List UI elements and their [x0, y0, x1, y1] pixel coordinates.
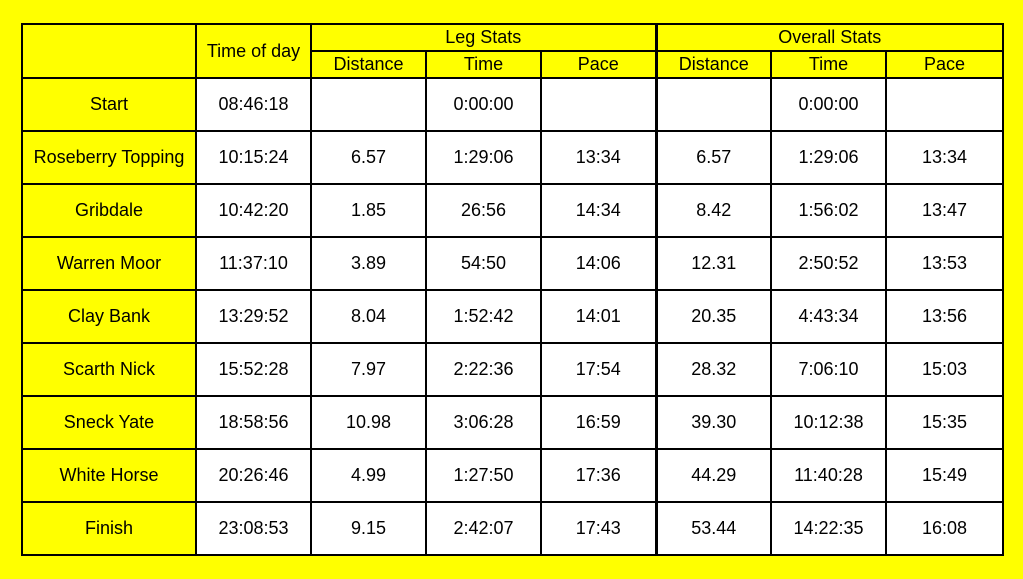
overall-time-cell: 7:06:10	[771, 343, 886, 396]
overall-distance-cell	[656, 78, 771, 131]
overall-pace-cell: 16:08	[886, 502, 1003, 555]
location-cell: Finish	[22, 502, 196, 555]
leg-time-cell: 54:50	[426, 237, 541, 290]
leg-pace-cell: 13:34	[541, 131, 656, 184]
location-cell: Start	[22, 78, 196, 131]
overall-time-cell: 1:29:06	[771, 131, 886, 184]
leg-pace-cell: 17:36	[541, 449, 656, 502]
time-of-day-cell: 11:37:10	[196, 237, 311, 290]
table-row	[22, 343, 1003, 396]
leg-time-cell: 26:56	[426, 184, 541, 237]
location-cell: Clay Bank	[22, 290, 196, 343]
overall-pace-cell	[886, 78, 1003, 131]
overall-distance-cell: 12.31	[656, 237, 771, 290]
table-body	[22, 78, 1003, 555]
leg-pace-cell: 14:34	[541, 184, 656, 237]
location-cell: Scarth Nick	[22, 343, 196, 396]
overall-pace-cell: 13:47	[886, 184, 1003, 237]
header-overall-distance: Distance	[656, 51, 771, 78]
leg-time-cell: 2:22:36	[426, 343, 541, 396]
leg-pace-cell: 16:59	[541, 396, 656, 449]
leg-distance-cell: 4.99	[311, 449, 426, 502]
header-overall-time: Time	[771, 51, 886, 78]
leg-pace-cell	[541, 78, 656, 131]
location-cell: Sneck Yate	[22, 396, 196, 449]
split-stats-table	[21, 23, 1004, 556]
header-overall-stats: Overall Stats	[656, 24, 1003, 51]
leg-time-cell: 1:29:06	[426, 131, 541, 184]
time-of-day-cell: 15:52:28	[196, 343, 311, 396]
overall-distance-cell: 39.30	[656, 396, 771, 449]
location-cell: White Horse	[22, 449, 196, 502]
table-row	[22, 131, 1003, 184]
time-of-day-cell: 10:15:24	[196, 131, 311, 184]
overall-pace-cell: 15:03	[886, 343, 1003, 396]
overall-pace-cell: 13:53	[886, 237, 1003, 290]
time-of-day-cell: 23:08:53	[196, 502, 311, 555]
location-cell: Warren Moor	[22, 237, 196, 290]
header-leg-stats: Leg Stats	[311, 24, 656, 51]
time-of-day-cell: 10:42:20	[196, 184, 311, 237]
overall-distance-cell: 20.35	[656, 290, 771, 343]
overall-pace-cell: 13:56	[886, 290, 1003, 343]
leg-time-cell: 1:27:50	[426, 449, 541, 502]
location-cell: Gribdale	[22, 184, 196, 237]
leg-pace-cell: 14:06	[541, 237, 656, 290]
header-corner	[22, 24, 196, 78]
leg-time-cell: 2:42:07	[426, 502, 541, 555]
overall-time-cell: 14:22:35	[771, 502, 886, 555]
leg-distance-cell: 3.89	[311, 237, 426, 290]
overall-distance-cell: 28.32	[656, 343, 771, 396]
leg-distance-cell: 1.85	[311, 184, 426, 237]
header-time-of-day: Time of day	[196, 24, 311, 78]
leg-distance-cell: 6.57	[311, 131, 426, 184]
time-of-day-cell: 18:58:56	[196, 396, 311, 449]
table-row	[22, 184, 1003, 237]
table-row	[22, 290, 1003, 343]
time-of-day-cell: 20:26:46	[196, 449, 311, 502]
table-row	[22, 449, 1003, 502]
leg-time-cell: 1:52:42	[426, 290, 541, 343]
overall-distance-cell: 6.57	[656, 131, 771, 184]
overall-distance-cell: 44.29	[656, 449, 771, 502]
header-overall-pace: Pace	[886, 51, 1003, 78]
overall-time-cell: 0:00:00	[771, 78, 886, 131]
leg-pace-cell: 14:01	[541, 290, 656, 343]
overall-distance-cell: 53.44	[656, 502, 771, 555]
location-cell: Roseberry Topping	[22, 131, 196, 184]
table-row	[22, 502, 1003, 555]
overall-time-cell: 4:43:34	[771, 290, 886, 343]
overall-time-cell: 10:12:38	[771, 396, 886, 449]
header-leg-distance: Distance	[311, 51, 426, 78]
leg-distance-cell: 7.97	[311, 343, 426, 396]
leg-time-cell: 0:00:00	[426, 78, 541, 131]
leg-pace-cell: 17:54	[541, 343, 656, 396]
leg-distance-cell: 10.98	[311, 396, 426, 449]
header-leg-time: Time	[426, 51, 541, 78]
time-of-day-cell: 13:29:52	[196, 290, 311, 343]
overall-pace-cell: 15:49	[886, 449, 1003, 502]
header-leg-pace: Pace	[541, 51, 656, 78]
time-of-day-cell: 08:46:18	[196, 78, 311, 131]
overall-distance-cell: 8.42	[656, 184, 771, 237]
leg-time-cell: 3:06:28	[426, 396, 541, 449]
table-row	[22, 237, 1003, 290]
leg-pace-cell: 17:43	[541, 502, 656, 555]
overall-pace-cell: 13:34	[886, 131, 1003, 184]
overall-pace-cell: 15:35	[886, 396, 1003, 449]
table-row	[22, 78, 1003, 131]
leg-distance-cell: 8.04	[311, 290, 426, 343]
overall-time-cell: 2:50:52	[771, 237, 886, 290]
table-row	[22, 396, 1003, 449]
overall-time-cell: 1:56:02	[771, 184, 886, 237]
leg-distance-cell	[311, 78, 426, 131]
overall-time-cell: 11:40:28	[771, 449, 886, 502]
leg-distance-cell: 9.15	[311, 502, 426, 555]
